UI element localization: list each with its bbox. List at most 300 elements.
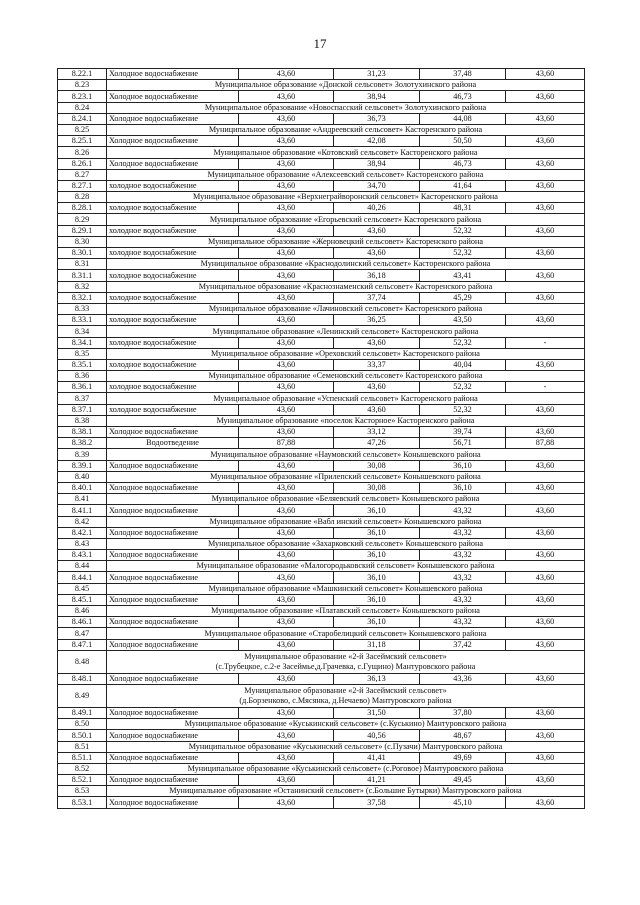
tariff-value-2: 38,94 (334, 91, 420, 102)
tariff-value-3: 37,80 (420, 707, 506, 718)
table-row (58, 270, 585, 281)
tariff-value-4: 43,60 (506, 203, 585, 214)
section-title-line: Муниципальное образование «Успенский сельсовет» Касторенского района (213, 393, 478, 403)
section-title (107, 415, 585, 426)
section-title-line: Муниципальное образование «Егорьевский сельсовет» Касторенского района (209, 214, 482, 224)
tariff-value-2: 31,18 (334, 639, 420, 650)
service-name: Холодное водоснабжение (107, 527, 239, 538)
section-title-line: Муниципальное образование «Куськинский сельсовет» (с.Пузачи) Мантуровского района (188, 741, 503, 751)
tariff-value-2: 36,10 (334, 505, 420, 516)
table-row (58, 292, 585, 303)
section-title-line: Муниципальное образование «Наумовский сельсовет» Конышевского района (210, 449, 481, 459)
row-code: 8.26.1 (58, 158, 107, 169)
table-row (58, 248, 585, 259)
tariff-table (57, 68, 585, 809)
tariff-value-2: 30,08 (334, 482, 420, 493)
row-code: 8.28.1 (58, 203, 107, 214)
tariff-value-4: 43,60 (506, 69, 585, 80)
tariff-value-4: 43,60 (506, 482, 585, 493)
tariff-value-3: 43,50 (420, 315, 506, 326)
section-title (107, 102, 585, 113)
service-name: Водоотведение (107, 438, 239, 449)
tariff-value-2: 36,73 (334, 113, 420, 124)
section-code: 8.42 (58, 516, 107, 527)
section-header-row (58, 124, 585, 135)
tariff-value-3: 37,42 (420, 639, 506, 650)
tariff-table-body (58, 69, 585, 809)
tariff-value-2: 36,18 (334, 270, 420, 281)
table-row (58, 752, 585, 763)
section-title (107, 741, 585, 752)
section-title (107, 684, 585, 707)
tariff-value-3: 39,74 (420, 427, 506, 438)
section-header-row (58, 371, 585, 382)
section-title (107, 763, 585, 774)
row-code: 8.43.1 (58, 550, 107, 561)
section-title-line: Муниципальное образование «Краснодолинский сельсовет» Касторенского района (200, 259, 491, 269)
section-code: 8.47 (58, 628, 107, 639)
section-title-line: Муниципальное образование «Лачиновский сельсовет» Касторенского района (208, 304, 483, 314)
section-title-line: Муниципальное образование «Донской сельсовет» Золотухинского района (214, 80, 477, 90)
table-row (58, 639, 585, 650)
section-code: 8.36 (58, 371, 107, 382)
service-name: Холодное водоснабжение (107, 69, 239, 80)
tariff-value-3: 48,31 (420, 203, 506, 214)
table-row (58, 460, 585, 471)
tariff-value-1: 43,60 (239, 136, 334, 147)
tariff-value-1: 43,60 (239, 248, 334, 259)
section-title (107, 786, 585, 797)
section-title (107, 236, 585, 247)
service-name: Холодное водоснабжение (107, 775, 239, 786)
tariff-value-4: 43,60 (506, 460, 585, 471)
tariff-value-4: 43,60 (506, 730, 585, 741)
row-code: 8.31.1 (58, 270, 107, 281)
table-row (58, 359, 585, 370)
section-header-row (58, 102, 585, 113)
service-name: холодное водоснабжение (107, 248, 239, 259)
service-name: Холодное водоснабжение (107, 91, 239, 102)
row-code: 8.24.1 (58, 113, 107, 124)
table-row (58, 113, 585, 124)
tariff-value-2: 36,10 (334, 572, 420, 583)
section-header-row (58, 786, 585, 797)
service-name: Холодное водоснабжение (107, 594, 239, 605)
section-title-line: Муниципальное образование «Котовский сельсовет» Касторенского района (213, 147, 478, 157)
section-code: 8.34 (58, 326, 107, 337)
section-title (107, 303, 585, 314)
table-row (58, 505, 585, 516)
section-code: 8.41 (58, 494, 107, 505)
tariff-value-4: 43,60 (506, 315, 585, 326)
section-title-line: Муниципальное образование «Куськинский сельсовет» (с.Роговое) Мантуровского района (187, 764, 504, 774)
section-title-line: Муниципальное образование «Останинский сельсовет» (с.Большие Бутырки) Мантуровского района (169, 786, 522, 796)
section-code: 8.35 (58, 348, 107, 359)
tariff-value-3: 36,10 (420, 460, 506, 471)
tariff-value-1: 43,60 (239, 730, 334, 741)
tariff-value-4: 43,60 (506, 594, 585, 605)
tariff-value-4: 43,60 (506, 527, 585, 538)
tariff-value-1: 43,60 (239, 505, 334, 516)
section-code: 8.27 (58, 169, 107, 180)
service-name: Холодное водоснабжение (107, 752, 239, 763)
tariff-value-3: 46,73 (420, 158, 506, 169)
section-header-row (58, 741, 585, 752)
section-title (107, 348, 585, 359)
service-name: холодное водоснабжение (107, 315, 239, 326)
tariff-value-4: 43,60 (506, 113, 585, 124)
table-row (58, 136, 585, 147)
row-code: 8.38.2 (58, 438, 107, 449)
tariff-value-1: 43,60 (239, 527, 334, 538)
section-header-row (58, 415, 585, 426)
section-header-row (58, 192, 585, 203)
service-name: Холодное водоснабжение (107, 707, 239, 718)
section-header-row (58, 281, 585, 292)
tariff-value-3: 52,32 (420, 404, 506, 415)
tariff-value-2: 31,23 (334, 69, 420, 80)
tariff-value-1: 43,60 (239, 482, 334, 493)
section-title-line: Муниципальное образование «Куськинский сельсовет» (с.Куськино) Мантуровского района (184, 719, 507, 729)
tariff-value-1: 43,60 (239, 617, 334, 628)
tariff-value-1: 43,60 (239, 752, 334, 763)
tariff-value-1: 43,60 (239, 91, 334, 102)
tariff-value-2: 43,60 (334, 382, 420, 393)
tariff-value-3: 43,32 (420, 505, 506, 516)
table-row (58, 180, 585, 191)
section-title-line: (д.Борзенково, с.Мясянка, д.Нечаево) Мантуровского района (239, 696, 452, 706)
tariff-value-3: 56,71 (420, 438, 506, 449)
tariff-value-2: 43,60 (334, 404, 420, 415)
section-header-row (58, 516, 585, 527)
row-code: 8.48.1 (58, 673, 107, 684)
service-name: Холодное водоснабжение (107, 617, 239, 628)
section-header-row (58, 763, 585, 774)
tariff-value-3: 45,29 (420, 292, 506, 303)
section-title-line: Муниципальное образование «Верхнеграйворонский сельсовет» Касторенского района (193, 192, 498, 202)
section-code: 8.37 (58, 393, 107, 404)
section-header-row (58, 561, 585, 572)
tariff-value-4: 43,60 (506, 404, 585, 415)
tariff-value-4: 43,60 (506, 427, 585, 438)
tariff-value-1: 43,60 (239, 673, 334, 684)
section-header-row (58, 303, 585, 314)
table-row (58, 315, 585, 326)
tariff-value-2: 36,10 (334, 527, 420, 538)
section-title-line: Муниципальное образование «Машкинский сельсовет» Конышевского района (208, 583, 483, 593)
section-title-line: Муниципальное образование «Новоспасский сельсовет» Золотухинского района (204, 102, 487, 112)
tariff-value-1: 43,60 (239, 382, 334, 393)
tariff-value-2: 36,10 (334, 617, 420, 628)
row-code: 8.53.1 (58, 797, 107, 808)
table-row (58, 91, 585, 102)
table-row (58, 404, 585, 415)
section-title-line: Муниципальное образование «Платавский сельсовет» Конышевского района (211, 606, 480, 616)
table-row (58, 594, 585, 605)
row-code: 8.22.1 (58, 69, 107, 80)
tariff-value-1: 43,60 (239, 775, 334, 786)
service-name: Холодное водоснабжение (107, 505, 239, 516)
tariff-value-2: 31,50 (334, 707, 420, 718)
section-header-row (58, 606, 585, 617)
section-title (107, 192, 585, 203)
section-header-row (58, 326, 585, 337)
section-title (107, 259, 585, 270)
table-row (58, 482, 585, 493)
section-code: 8.23 (58, 80, 107, 91)
tariff-value-1: 43,60 (239, 359, 334, 370)
tariff-value-4: 43,60 (506, 270, 585, 281)
row-code: 8.35.1 (58, 359, 107, 370)
section-title (107, 538, 585, 549)
section-code: 8.43 (58, 538, 107, 549)
row-code: 8.47.1 (58, 639, 107, 650)
section-title (107, 214, 585, 225)
tariff-value-4: 43,60 (506, 673, 585, 684)
section-header-row (58, 650, 585, 673)
table-row (58, 382, 585, 393)
tariff-value-2: 38,94 (334, 158, 420, 169)
row-code: 8.36.1 (58, 382, 107, 393)
table-row (58, 203, 585, 214)
service-name: Холодное водоснабжение (107, 482, 239, 493)
service-name: холодное водоснабжение (107, 225, 239, 236)
section-title-line: Муниципальное образование «Семеновский сельсовет» Касторенского района (208, 371, 483, 381)
table-row (58, 572, 585, 583)
page-number: 17 (313, 36, 327, 51)
row-code: 8.30.1 (58, 248, 107, 259)
table-row (58, 225, 585, 236)
tariff-value-3: 43,32 (420, 550, 506, 561)
section-title (107, 650, 585, 673)
tariff-value-2: 30,08 (334, 460, 420, 471)
tariff-value-4: 43,60 (506, 550, 585, 561)
section-title-line: Муниципальное образование «2-й Засеймский сельсовет» (244, 651, 447, 661)
section-title-line: Муниципальное образование «Ленинский сельсовет» Касторенского района (212, 326, 479, 336)
section-title-line: Муниципальное образование «Ореховский сельсовет» Касторенского района (211, 348, 480, 358)
tariff-value-2: 36,10 (334, 550, 420, 561)
tariff-value-4: 43,60 (506, 91, 585, 102)
section-title (107, 169, 585, 180)
tariff-value-3: 37,48 (420, 69, 506, 80)
table-row (58, 427, 585, 438)
section-code: 8.32 (58, 281, 107, 292)
row-code: 8.42.1 (58, 527, 107, 538)
section-code: 8.31 (58, 259, 107, 270)
tariff-value-4: 43,60 (506, 707, 585, 718)
row-code: 8.25.1 (58, 136, 107, 147)
service-name: Холодное водоснабжение (107, 797, 239, 808)
section-title (107, 449, 585, 460)
tariff-value-4: 87,88 (506, 438, 585, 449)
table-row (58, 337, 585, 348)
row-code: 8.40.1 (58, 482, 107, 493)
row-code: 8.44.1 (58, 572, 107, 583)
tariff-value-1: 43,60 (239, 594, 334, 605)
section-title (107, 371, 585, 382)
tariff-value-3: 43,32 (420, 594, 506, 605)
tariff-value-2: 37,58 (334, 797, 420, 808)
section-code: 8.53 (58, 786, 107, 797)
section-code: 8.38 (58, 415, 107, 426)
service-name: холодное водоснабжение (107, 404, 239, 415)
tariff-value-3: 52,32 (420, 337, 506, 348)
section-title-line: Муниципальное образование «Прилепский сельсовет» Конышевского района (210, 471, 481, 481)
section-title (107, 606, 585, 617)
section-code: 8.45 (58, 583, 107, 594)
section-title (107, 628, 585, 639)
section-title-line: Муниципальное образование «Вабл инский сельсовет» Конышевского района (209, 516, 482, 526)
service-name: Холодное водоснабжение (107, 460, 239, 471)
section-title-line: Муниципальное образование «Старобелицкий сельсовет» Конышевского района (204, 628, 487, 638)
tariff-value-4: 43,60 (506, 136, 585, 147)
tariff-value-1: 43,60 (239, 180, 334, 191)
section-code: 8.51 (58, 741, 107, 752)
row-code: 8.32.1 (58, 292, 107, 303)
tariff-value-3: 36,10 (420, 482, 506, 493)
section-header-row (58, 147, 585, 158)
tariff-value-2: 43,60 (334, 337, 420, 348)
tariff-value-3: 46,73 (420, 91, 506, 102)
tariff-value-3: 44,08 (420, 113, 506, 124)
section-header-row (58, 80, 585, 91)
tariff-value-2: 37,74 (334, 292, 420, 303)
section-title (107, 516, 585, 527)
tariff-value-4: 43,60 (506, 180, 585, 191)
section-title-line: Муниципальное образование «Краснознаменский сельсовет» Касторенского района (198, 281, 493, 291)
tariff-value-3: 52,32 (420, 225, 506, 236)
tariff-value-4: 43,60 (506, 617, 585, 628)
section-header-row (58, 719, 585, 730)
service-name: Холодное водоснабжение (107, 550, 239, 561)
section-code: 8.33 (58, 303, 107, 314)
table-row (58, 527, 585, 538)
section-code: 8.46 (58, 606, 107, 617)
tariff-value-4: 43,60 (506, 775, 585, 786)
tariff-value-3: 45,10 (420, 797, 506, 808)
service-name: холодное водоснабжение (107, 180, 239, 191)
section-title-line: Муниципальное образование «поселок Касторное» Касторенского района (216, 416, 475, 425)
section-code: 8.28 (58, 192, 107, 203)
tariff-value-2: 36,13 (334, 673, 420, 684)
tariff-value-2: 47,26 (334, 438, 420, 449)
tariff-value-1: 43,60 (239, 427, 334, 438)
tariff-value-4: 43,60 (506, 292, 585, 303)
section-title (107, 281, 585, 292)
section-title (107, 719, 585, 730)
tariff-value-1: 43,60 (239, 270, 334, 281)
tariff-value-4: 43,60 (506, 752, 585, 763)
section-code: 8.52 (58, 763, 107, 774)
table-row (58, 158, 585, 169)
row-code: 8.27.1 (58, 180, 107, 191)
section-header-row (58, 583, 585, 594)
section-code: 8.50 (58, 719, 107, 730)
tariff-value-1: 43,60 (239, 550, 334, 561)
tariff-value-3: 43,32 (420, 527, 506, 538)
tariff-value-3: 43,41 (420, 270, 506, 281)
tariff-value-1: 43,60 (239, 315, 334, 326)
tariff-value-3: 49,69 (420, 752, 506, 763)
tariff-value-4: - (506, 382, 585, 393)
section-code: 8.44 (58, 561, 107, 572)
section-code: 8.49 (58, 684, 107, 707)
section-title (107, 326, 585, 337)
service-name: Холодное водоснабжение (107, 158, 239, 169)
section-title-line: Муниципальное образование «Андреевский сельсовет» Касторенского района (208, 125, 483, 135)
tariff-value-1: 43,60 (239, 69, 334, 80)
section-title (107, 471, 585, 482)
section-title-line: Муниципальное образование «Беляевский сельсовет» Конышевского района (211, 494, 480, 504)
service-name: Холодное водоснабжение (107, 639, 239, 650)
tariff-value-1: 43,60 (239, 797, 334, 808)
tariff-value-1: 43,60 (239, 404, 334, 415)
row-code: 8.51.1 (58, 752, 107, 763)
service-name: Холодное водоснабжение (107, 427, 239, 438)
tariff-value-3: 52,32 (420, 248, 506, 259)
service-name: Холодное водоснабжение (107, 572, 239, 583)
table-row (58, 673, 585, 684)
row-code: 8.38.1 (58, 427, 107, 438)
tariff-value-4: 43,60 (506, 225, 585, 236)
section-title-line: Муниципальное образование «2-й Засеймский сельсовет» (244, 685, 447, 695)
section-header-row (58, 236, 585, 247)
section-header-row (58, 494, 585, 505)
section-header-row (58, 348, 585, 359)
row-code: 8.46.1 (58, 617, 107, 628)
row-code: 8.52.1 (58, 775, 107, 786)
section-title-line: Муниципальное образование «Жерновецкий сельсовет» Касторенского района (208, 237, 483, 246)
tariff-value-4: 43,60 (506, 505, 585, 516)
section-header-row (58, 684, 585, 707)
section-title-line: Муниципальное образование «Малогородьковский сельсовет» Конышевского района (196, 561, 495, 571)
row-code: 8.29.1 (58, 225, 107, 236)
tariff-value-2: 36,10 (334, 594, 420, 605)
tariff-value-4: 43,60 (506, 572, 585, 583)
tariff-value-1: 43,60 (239, 158, 334, 169)
section-code: 8.29 (58, 214, 107, 225)
service-name: Холодное водоснабжение (107, 136, 239, 147)
service-name: Холодное водоснабжение (107, 730, 239, 741)
section-header-row (58, 214, 585, 225)
tariff-value-1: 43,60 (239, 707, 334, 718)
tariff-value-1: 43,60 (239, 225, 334, 236)
table-row (58, 550, 585, 561)
row-code: 8.49.1 (58, 707, 107, 718)
table-row (58, 775, 585, 786)
tariff-value-4: - (506, 337, 585, 348)
section-title (107, 393, 585, 404)
tariff-value-2: 34,70 (334, 180, 420, 191)
tariff-value-3: 41,64 (420, 180, 506, 191)
row-code: 8.34.1 (58, 337, 107, 348)
tariff-value-2: 41,41 (334, 752, 420, 763)
section-code: 8.24 (58, 102, 107, 113)
tariff-value-3: 49,45 (420, 775, 506, 786)
tariff-value-3: 40,04 (420, 359, 506, 370)
tariff-value-3: 43,32 (420, 617, 506, 628)
section-header-row (58, 393, 585, 404)
section-title (107, 583, 585, 594)
tariff-value-1: 43,60 (239, 639, 334, 650)
section-header-row (58, 449, 585, 460)
service-name: холодное водоснабжение (107, 203, 239, 214)
service-name: холодное водоснабжение (107, 359, 239, 370)
service-name: холодное водоснабжение (107, 292, 239, 303)
section-header-row (58, 169, 585, 180)
tariff-value-4: 43,60 (506, 797, 585, 808)
tariff-value-3: 43,36 (420, 673, 506, 684)
